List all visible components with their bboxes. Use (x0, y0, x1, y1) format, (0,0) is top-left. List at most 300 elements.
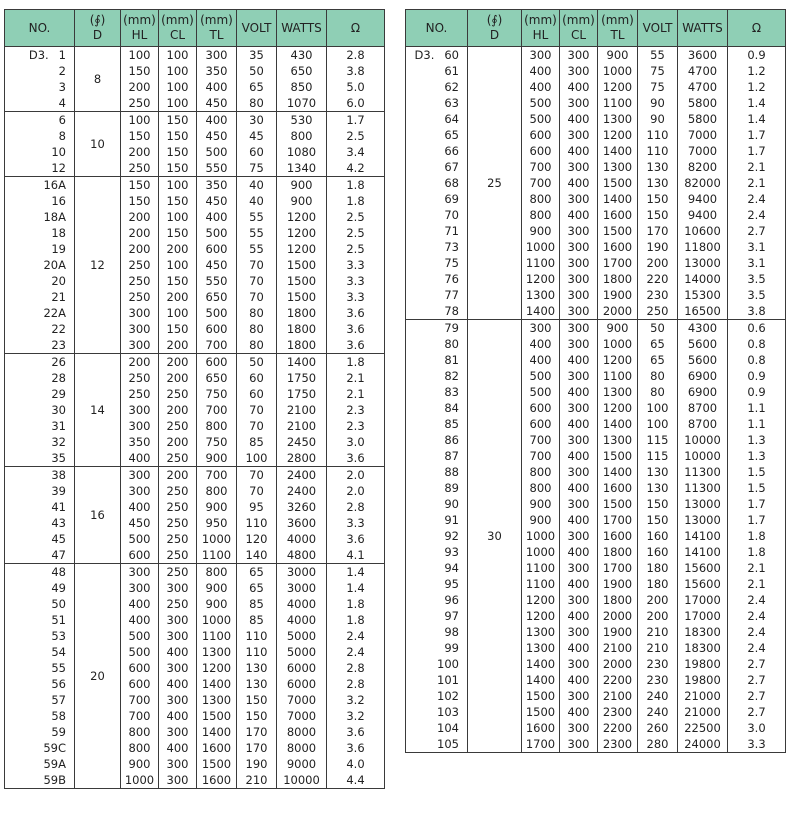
table-row (406, 63, 786, 79)
cell-watts: 5800 (678, 95, 728, 111)
model-number: 85 (444, 417, 459, 431)
cell-volt: 55 (237, 225, 277, 241)
cell-cl: 150 (159, 225, 197, 241)
cell-volt: 190 (237, 756, 277, 772)
cell-cl: 300 (560, 432, 598, 448)
cell-watts: 2100 (277, 402, 327, 418)
cell-ohm: 3.5 (728, 287, 786, 303)
table-row (5, 79, 385, 95)
model-number: 51 (51, 613, 66, 627)
cell-no (406, 336, 468, 352)
cell-hl: 1300 (522, 287, 560, 303)
cell-cl: 400 (560, 143, 598, 159)
cell-volt: 150 (237, 692, 277, 708)
col-header-no: NO. (5, 10, 75, 47)
cell-ohm: 0.6 (728, 320, 786, 337)
cell-watts: 8700 (678, 416, 728, 432)
cell-cl: 100 (159, 47, 197, 64)
cell-cl: 400 (560, 207, 598, 223)
cell-hl: 150 (121, 63, 159, 79)
cell-cl: 400 (560, 672, 598, 688)
cell-tl: 350 (197, 177, 237, 194)
cell-watts: 8000 (277, 740, 327, 756)
cell-tl: 900 (197, 450, 237, 467)
table-row (5, 708, 385, 724)
cell-no (406, 223, 468, 239)
model-number: 30 (51, 403, 66, 417)
table-row (5, 63, 385, 79)
cell-volt: 50 (237, 354, 277, 371)
cell-watts: 21000 (678, 688, 728, 704)
cell-cl: 300 (560, 223, 598, 239)
cell-no (406, 47, 468, 64)
cell-watts: 8000 (277, 724, 327, 740)
cell-hl: 500 (121, 531, 159, 547)
cell-no (5, 660, 75, 676)
cell-watts: 5800 (678, 111, 728, 127)
cell-volt: 115 (638, 432, 678, 448)
cell-no (5, 321, 75, 337)
cell-ohm: 4.0 (327, 756, 385, 772)
cell-cl: 150 (159, 160, 197, 177)
model-number: 47 (51, 548, 66, 562)
cell-watts: 5600 (678, 352, 728, 368)
cell-volt: 80 (237, 305, 277, 321)
cell-hl: 500 (522, 111, 560, 127)
cell-watts: 6900 (678, 368, 728, 384)
cell-cl: 100 (159, 63, 197, 79)
cell-volt: 240 (638, 688, 678, 704)
table-row (406, 528, 786, 544)
cell-volt: 110 (638, 127, 678, 143)
cell-tl: 1400 (598, 191, 638, 207)
cell-cl: 100 (159, 209, 197, 225)
cell-watts: 9400 (678, 191, 728, 207)
cell-no (406, 400, 468, 416)
cell-tl: 1100 (598, 368, 638, 384)
cell-watts: 17000 (678, 608, 728, 624)
cell-tl: 1900 (598, 287, 638, 303)
model-number: 97 (444, 609, 459, 623)
cell-watts: 5000 (277, 628, 327, 644)
table-row (406, 320, 786, 337)
cell-hl: 900 (121, 756, 159, 772)
cell-cl: 300 (560, 47, 598, 64)
cell-ohm: 1.5 (728, 480, 786, 496)
cell-tl: 1300 (598, 111, 638, 127)
cell-ohm: 2.4 (728, 592, 786, 608)
cell-cl: 150 (159, 128, 197, 144)
cell-no (5, 257, 75, 273)
cell-hl: 450 (121, 515, 159, 531)
spec-table-left (4, 9, 385, 789)
cell-cl: 250 (159, 483, 197, 499)
cell-tl: 750 (197, 434, 237, 450)
cell-no (406, 191, 468, 207)
cell-no (406, 416, 468, 432)
cell-watts: 4000 (277, 531, 327, 547)
table-row (406, 143, 786, 159)
cell-hl: 1400 (522, 303, 560, 320)
cell-ohm: 1.8 (327, 177, 385, 194)
cell-tl: 2300 (598, 736, 638, 753)
cell-cl: 150 (159, 321, 197, 337)
cell-hl: 500 (522, 384, 560, 400)
cell-ohm: 2.0 (327, 467, 385, 484)
col-header-hl: (mm) HL (121, 10, 159, 47)
cell-watts: 1200 (277, 225, 327, 241)
model-number: 43 (51, 516, 66, 530)
cell-ohm: 1.8 (327, 354, 385, 371)
cell-cl: 400 (159, 708, 197, 724)
model-number: 67 (444, 160, 459, 174)
cell-tl: 550 (197, 273, 237, 289)
cell-volt: 55 (237, 209, 277, 225)
diameter-group (406, 320, 786, 753)
table-row (5, 257, 385, 273)
cell-watts: 14100 (678, 544, 728, 560)
cell-no (406, 688, 468, 704)
cell-volt: 130 (638, 464, 678, 480)
cell-volt: 50 (638, 320, 678, 337)
model-number: 79 (444, 321, 459, 335)
cell-ohm: 2.1 (327, 370, 385, 386)
cell-ohm: 1.7 (728, 127, 786, 143)
table-row (406, 175, 786, 191)
table-row (5, 596, 385, 612)
cell-ohm: 3.6 (327, 740, 385, 756)
cell-ohm: 5.0 (327, 79, 385, 95)
cell-tl: 1800 (598, 592, 638, 608)
cell-tl: 1200 (598, 352, 638, 368)
cell-tl: 1100 (598, 95, 638, 111)
cell-tl: 1300 (197, 644, 237, 660)
table-row (5, 418, 385, 434)
cell-no (5, 724, 75, 740)
model-number: 59C (43, 741, 66, 755)
cell-no (5, 434, 75, 450)
cell-tl: 1700 (598, 560, 638, 576)
cell-ohm: 1.8 (327, 596, 385, 612)
cell-watts: 13000 (678, 496, 728, 512)
cell-watts: 18300 (678, 640, 728, 656)
cell-no (5, 370, 75, 386)
model-number: 93 (444, 545, 459, 559)
model-number: 91 (444, 513, 459, 527)
model-number: 96 (444, 593, 459, 607)
table-row (5, 515, 385, 531)
model-number: 1 (58, 48, 66, 62)
cell-ohm: 3.3 (728, 736, 786, 753)
cell-cl: 300 (159, 628, 197, 644)
cell-tl: 1000 (197, 531, 237, 547)
diameter-group (406, 47, 786, 320)
cell-ohm: 1.2 (728, 79, 786, 95)
table-row (406, 608, 786, 624)
cell-no (406, 560, 468, 576)
spec-table-right (405, 9, 786, 753)
cell-no (5, 386, 75, 402)
cell-tl: 600 (197, 241, 237, 257)
cell-volt: 85 (237, 596, 277, 612)
cell-tl: 1300 (598, 384, 638, 400)
table-row (406, 336, 786, 352)
cell-watts: 3000 (277, 580, 327, 596)
cell-watts: 1070 (277, 95, 327, 112)
cell-ohm: 3.6 (327, 305, 385, 321)
cell-volt: 75 (638, 63, 678, 79)
cell-no (406, 576, 468, 592)
cell-tl: 1300 (598, 432, 638, 448)
cell-no (406, 287, 468, 303)
cell-hl: 500 (522, 368, 560, 384)
cell-tl: 750 (197, 386, 237, 402)
cell-watts: 1750 (277, 370, 327, 386)
model-number: 80 (444, 337, 459, 351)
cell-ohm: 2.1 (728, 159, 786, 175)
cell-watts: 850 (277, 79, 327, 95)
table-row (406, 159, 786, 175)
cell-ohm: 4.4 (327, 772, 385, 789)
cell-hl: 1000 (522, 239, 560, 255)
cell-watts: 9000 (277, 756, 327, 772)
cell-tl: 1500 (197, 756, 237, 772)
col-header-ohm: Ω (327, 10, 385, 47)
cell-cl: 300 (560, 592, 598, 608)
cell-volt: 65 (237, 580, 277, 596)
table-row (406, 464, 786, 480)
table-row (5, 644, 385, 660)
cell-diameter: 16 (75, 467, 121, 564)
cell-no (406, 368, 468, 384)
cell-ohm: 3.6 (327, 321, 385, 337)
cell-cl: 250 (159, 499, 197, 515)
cell-volt: 70 (237, 273, 277, 289)
cell-cl: 150 (159, 193, 197, 209)
cell-ohm: 2.8 (327, 47, 385, 64)
cell-watts: 4000 (277, 612, 327, 628)
table-row (5, 370, 385, 386)
cell-cl: 300 (560, 496, 598, 512)
cell-cl: 250 (159, 564, 197, 581)
model-number: 66 (444, 144, 459, 158)
cell-hl: 800 (522, 480, 560, 496)
cell-no (406, 207, 468, 223)
cell-ohm: 4.1 (327, 547, 385, 564)
table-row (5, 160, 385, 177)
cell-volt: 180 (638, 560, 678, 576)
cell-tl: 2200 (598, 720, 638, 736)
model-number: 39 (51, 484, 66, 498)
cell-no (406, 544, 468, 560)
model-number: 102 (437, 689, 459, 703)
cell-diameter: 10 (75, 112, 121, 177)
cell-tl: 1500 (197, 708, 237, 724)
cell-ohm: 1.5 (728, 464, 786, 480)
diameter-group (5, 467, 385, 564)
model-number: 26 (51, 355, 66, 369)
table-row (406, 432, 786, 448)
cell-hl: 300 (121, 467, 159, 484)
cell-tl: 1200 (598, 127, 638, 143)
cell-no (5, 547, 75, 564)
model-number: 45 (51, 532, 66, 546)
model-number: 70 (444, 208, 459, 222)
cell-watts: 650 (277, 63, 327, 79)
cell-tl: 1400 (197, 724, 237, 740)
cell-tl: 1600 (197, 772, 237, 789)
cell-cl: 300 (560, 303, 598, 320)
model-number: 38 (51, 468, 66, 482)
cell-ohm: 0.9 (728, 384, 786, 400)
cell-cl: 100 (159, 95, 197, 112)
cell-cl: 300 (560, 656, 598, 672)
cell-tl: 1700 (598, 255, 638, 271)
cell-watts: 24000 (678, 736, 728, 753)
model-number: 94 (444, 561, 459, 575)
table-row (5, 112, 385, 129)
cell-watts: 4300 (678, 320, 728, 337)
table-row (5, 547, 385, 564)
cell-no (406, 672, 468, 688)
cell-volt: 95 (237, 499, 277, 515)
diameter-group (5, 112, 385, 177)
cell-cl: 200 (159, 354, 197, 371)
cell-hl: 1500 (522, 688, 560, 704)
cell-hl: 250 (121, 95, 159, 112)
cell-tl: 1400 (598, 464, 638, 480)
cell-volt: 40 (237, 177, 277, 194)
cell-no (406, 432, 468, 448)
model-number: 65 (444, 128, 459, 142)
table-row (5, 337, 385, 354)
cell-ohm: 2.4 (728, 608, 786, 624)
model-number: 76 (444, 272, 459, 286)
model-number: 68 (444, 176, 459, 190)
model-number: 53 (51, 629, 66, 643)
cell-tl: 900 (197, 580, 237, 596)
table-row (406, 287, 786, 303)
cell-volt: 65 (638, 336, 678, 352)
model-number: 69 (444, 192, 459, 206)
cell-hl: 400 (121, 612, 159, 628)
cell-ohm: 1.2 (728, 63, 786, 79)
cell-hl: 1600 (522, 720, 560, 736)
table-row (5, 628, 385, 644)
cell-watts: 15300 (678, 287, 728, 303)
cell-watts: 4700 (678, 79, 728, 95)
col-header-no: NO. (406, 10, 468, 47)
model-number: 3 (58, 80, 66, 94)
cell-ohm: 3.2 (327, 692, 385, 708)
cell-hl: 250 (121, 386, 159, 402)
model-number: 59A (43, 757, 66, 771)
cell-hl: 300 (121, 564, 159, 581)
cell-watts: 15600 (678, 560, 728, 576)
cell-tl: 800 (197, 418, 237, 434)
cell-watts: 1750 (277, 386, 327, 402)
cell-diameter: 14 (75, 354, 121, 467)
cell-volt: 130 (237, 660, 277, 676)
cell-tl: 400 (197, 79, 237, 95)
cell-tl: 1300 (598, 159, 638, 175)
cell-no (406, 352, 468, 368)
cell-hl: 100 (121, 112, 159, 129)
cell-cl: 200 (159, 289, 197, 305)
cell-watts: 7000 (277, 708, 327, 724)
cell-no (406, 624, 468, 640)
cell-cl: 250 (159, 531, 197, 547)
cell-cl: 300 (159, 660, 197, 676)
table-row (5, 499, 385, 515)
cell-hl: 300 (121, 418, 159, 434)
cell-tl: 2000 (598, 656, 638, 672)
table-row (406, 592, 786, 608)
cell-watts: 1500 (277, 273, 327, 289)
model-number: 29 (51, 387, 66, 401)
cell-cl: 300 (560, 271, 598, 287)
cell-watts: 1340 (277, 160, 327, 177)
cell-volt: 40 (237, 193, 277, 209)
table-row (406, 704, 786, 720)
model-number: 105 (437, 737, 459, 751)
cell-tl: 550 (197, 160, 237, 177)
cell-volt: 90 (638, 95, 678, 111)
cell-volt: 210 (638, 640, 678, 656)
cell-hl: 250 (121, 257, 159, 273)
table-row (406, 512, 786, 528)
cell-ohm: 3.3 (327, 273, 385, 289)
cell-volt: 85 (237, 612, 277, 628)
cell-no (5, 483, 75, 499)
cell-cl: 400 (560, 640, 598, 656)
table-row (5, 177, 385, 194)
cell-cl: 300 (159, 772, 197, 789)
cell-volt: 170 (638, 223, 678, 239)
cell-hl: 1300 (522, 624, 560, 640)
model-number: 92 (444, 529, 459, 543)
cell-hl: 1300 (522, 640, 560, 656)
model-number: 64 (444, 112, 459, 126)
cell-watts: 2400 (277, 483, 327, 499)
cell-diameter: 25 (468, 47, 522, 320)
cell-hl: 700 (522, 159, 560, 175)
cell-watts: 8700 (678, 400, 728, 416)
cell-volt: 90 (638, 111, 678, 127)
cell-volt: 160 (638, 544, 678, 560)
cell-watts: 9400 (678, 207, 728, 223)
cell-volt: 80 (237, 321, 277, 337)
cell-volt: 140 (237, 547, 277, 564)
cell-ohm: 2.5 (327, 209, 385, 225)
model-number: 90 (444, 497, 459, 511)
cell-ohm: 3.5 (728, 271, 786, 287)
cell-cl: 400 (560, 480, 598, 496)
cell-ohm: 2.7 (728, 656, 786, 672)
cell-no (406, 640, 468, 656)
diameter-group (5, 47, 385, 112)
table-row (5, 467, 385, 484)
cell-no (406, 127, 468, 143)
cell-hl: 400 (121, 450, 159, 467)
cell-tl: 1800 (598, 271, 638, 287)
cell-cl: 300 (560, 368, 598, 384)
table-row (406, 303, 786, 320)
cell-hl: 500 (121, 628, 159, 644)
model-number: 19 (51, 242, 66, 256)
cell-ohm: 3.6 (327, 724, 385, 740)
cell-hl: 600 (121, 547, 159, 564)
